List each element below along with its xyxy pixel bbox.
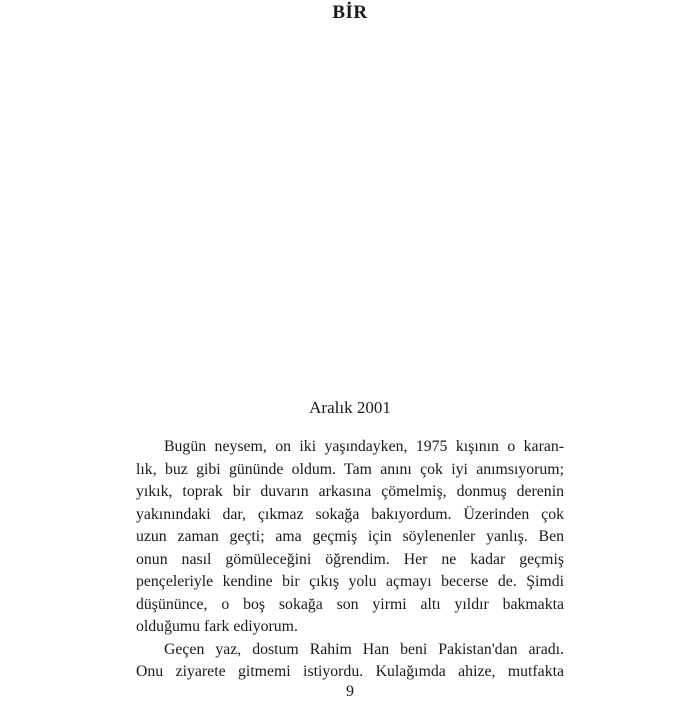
- body-line: onun nasıl gömüleceğini öğrendim. Her ne kadar geçmiş: [136, 550, 564, 568]
- body-line: Onu ziyarete gitmemi istiyordu. Kulağımda ahize, mutfakta: [136, 663, 564, 680]
- body-line: Geçen yaz, dostum Rahim Han beni Pakistan'dan aradı.: [164, 640, 564, 658]
- body-line: olduğumu fark ediyorum.: [136, 618, 298, 635]
- section-date: Aralık 2001: [309, 398, 391, 417]
- body-line: düşününce, o boş sokağa son yirmi altı yıldır bakmakta: [136, 595, 564, 613]
- body-line: uzun zaman geçti; ama geçmiş için söylenenler yanlış. Ben: [136, 528, 564, 545]
- chapter-title: BİR: [332, 2, 368, 23]
- body-line: yakınındaki dar, çıkmaz sokağa bakıyordum. Üzerinden çok: [136, 505, 564, 523]
- body-text: [136, 436, 564, 684]
- body-line: Bugün neysem, on iki yaşındayken, 1975 kışının o karan-: [164, 438, 564, 455]
- page-number: 9: [346, 683, 354, 700]
- body-line: lık, buz gibi gününde oldum. Tam anını çok iyi anımsıyorum;: [136, 460, 564, 478]
- body-line: yıkık, toprak bir duvarın arkasına çömelmiş, donmuş derenin: [136, 483, 564, 500]
- body-line: pençeleriyle kendine bir çıkış yolu açmayı becerse de. Şimdi: [136, 573, 564, 590]
